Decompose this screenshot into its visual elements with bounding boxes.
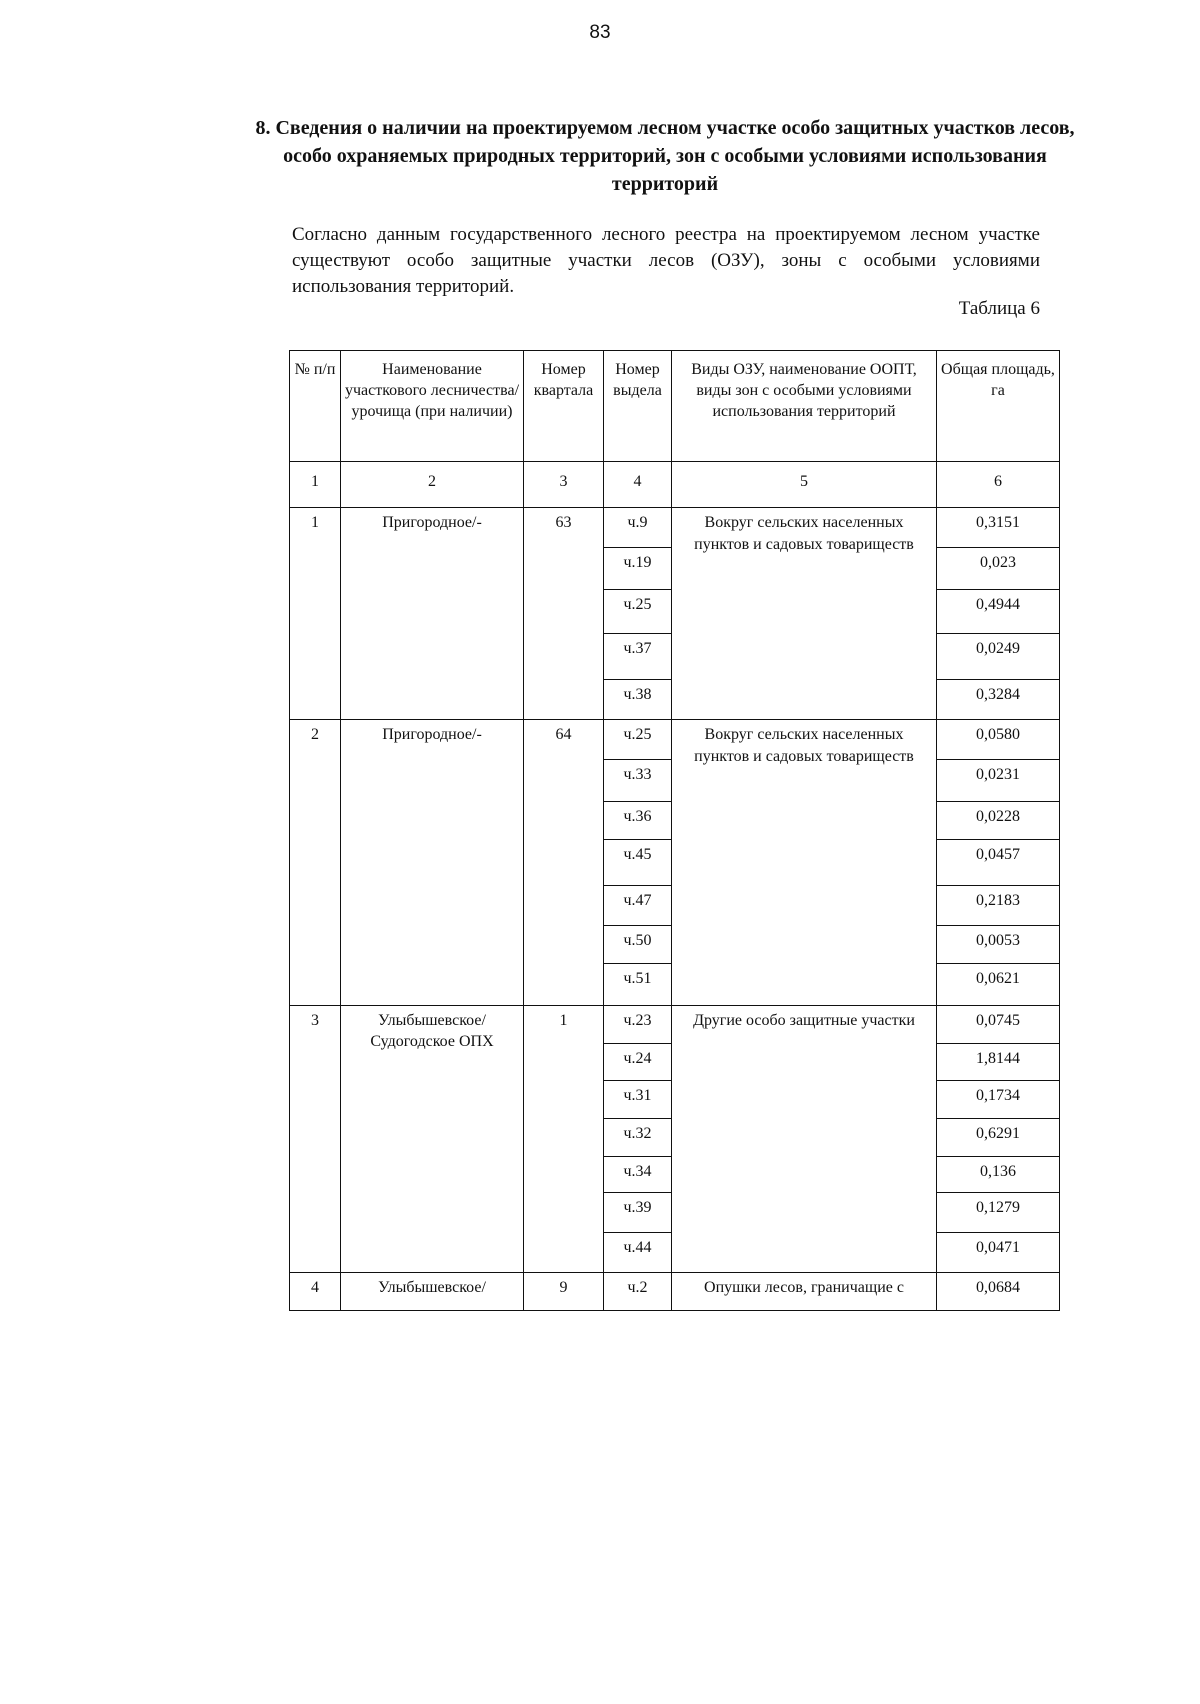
row-number-cell: 3	[290, 1006, 341, 1273]
vydel-cell: ч.39	[604, 1193, 672, 1233]
table-row	[290, 508, 1060, 548]
row-number-cell: 1	[290, 508, 341, 720]
area-cell: 0,0053	[937, 926, 1060, 964]
area-cell: 0,0228	[937, 802, 1060, 840]
area-cell: 0,0684	[937, 1273, 1060, 1311]
vydel-cell: ч.44	[604, 1233, 672, 1273]
vydel-cell: ч.9	[604, 508, 672, 548]
column-number-cell: 3	[524, 462, 604, 508]
row-number-cell: 2	[290, 720, 341, 1006]
area-cell: 0,1279	[937, 1193, 1060, 1233]
row-number-cell: 4	[290, 1273, 341, 1311]
section-title: 8. Сведения о наличии на проектируемом лесном участке особо защитных участков лесов, особо охраняемых природных территорий, зон с особыми условиями использования территорий	[255, 117, 1075, 195]
table-row	[290, 720, 1060, 760]
forestry-cell: Пригородное/-	[341, 508, 524, 720]
page-number: 83	[589, 22, 611, 43]
forestry-cell: Улыбышевское/	[341, 1273, 524, 1311]
vydel-cell: ч.38	[604, 680, 672, 720]
area-cell: 0,3284	[937, 680, 1060, 720]
area-cell: 0,4944	[937, 590, 1060, 634]
vydel-cell: ч.47	[604, 886, 672, 926]
header-cell: Номер выдела	[604, 351, 672, 462]
area-cell: 0,0471	[937, 1233, 1060, 1273]
vydel-cell: ч.36	[604, 802, 672, 840]
column-number-cell: 6	[937, 462, 1060, 508]
zone-type-cell: Другие особо защитные участки	[672, 1006, 937, 1273]
header-cell: Виды ОЗУ, наименование ООПТ, виды зон с особыми условиями использования территорий	[672, 351, 937, 462]
vydel-cell: ч.32	[604, 1119, 672, 1157]
column-number-cell: 2	[341, 462, 524, 508]
intro-paragraph: Согласно данным государственного лесного реестра на проектируемом лесном участке существуют особо защитные участки лесов (ОЗУ), зоны с особыми условиями использования территорий.	[292, 224, 1040, 297]
column-number-cell: 5	[672, 462, 937, 508]
area-cell: 0,6291	[937, 1119, 1060, 1157]
header-row	[290, 351, 1060, 462]
vydel-cell: ч.34	[604, 1157, 672, 1193]
ozu-table	[289, 350, 1060, 1311]
area-cell: 0,0580	[937, 720, 1060, 760]
vydel-cell: ч.24	[604, 1044, 672, 1081]
quarter-cell: 63	[524, 508, 604, 720]
column-number-cell: 1	[290, 462, 341, 508]
quarter-cell: 1	[524, 1006, 604, 1273]
table-label: Таблица 6	[958, 298, 1040, 319]
area-cell: 0,0231	[937, 760, 1060, 802]
quarter-cell: 64	[524, 720, 604, 1006]
zone-type-cell: Вокруг сельских населенных пунктов и садовых товариществ	[672, 508, 937, 720]
header-cell: Номер квартала	[524, 351, 604, 462]
header-cell: № п/п	[290, 351, 341, 462]
area-cell: 0,023	[937, 548, 1060, 590]
header-cell: Наименование участкового лесничества/урочища (при наличии)	[341, 351, 524, 462]
vydel-cell: ч.33	[604, 760, 672, 802]
area-cell: 1,8144	[937, 1044, 1060, 1081]
zone-type-cell: Вокруг сельских населенных пунктов и садовых товариществ	[672, 720, 937, 1006]
vydel-cell: ч.50	[604, 926, 672, 964]
vydel-cell: ч.51	[604, 964, 672, 1006]
table-row	[290, 1273, 1060, 1311]
area-cell: 0,1734	[937, 1081, 1060, 1119]
vydel-cell: ч.25	[604, 590, 672, 634]
vydel-cell: ч.2	[604, 1273, 672, 1311]
vydel-cell: ч.45	[604, 840, 672, 886]
forestry-cell: Улыбышевское/ Судогодское ОПХ	[341, 1006, 524, 1273]
area-cell: 0,136	[937, 1157, 1060, 1193]
column-number-cell: 4	[604, 462, 672, 508]
table-row	[290, 1006, 1060, 1044]
quarter-cell: 9	[524, 1273, 604, 1311]
area-cell: 0,0249	[937, 634, 1060, 680]
area-cell: 0,2183	[937, 886, 1060, 926]
forestry-cell: Пригородное/-	[341, 720, 524, 1006]
zone-type-cell: Опушки лесов, граничащие с	[672, 1273, 937, 1311]
vydel-cell: ч.25	[604, 720, 672, 760]
vydel-cell: ч.19	[604, 548, 672, 590]
vydel-cell: ч.37	[604, 634, 672, 680]
vydel-cell: ч.31	[604, 1081, 672, 1119]
area-cell: 0,0621	[937, 964, 1060, 1006]
area-cell: 0,0745	[937, 1006, 1060, 1044]
area-cell: 0,3151	[937, 508, 1060, 548]
area-cell: 0,0457	[937, 840, 1060, 886]
vydel-cell: ч.23	[604, 1006, 672, 1044]
header-cell: Общая площадь, га	[937, 351, 1060, 462]
column-number-row	[290, 462, 1060, 508]
